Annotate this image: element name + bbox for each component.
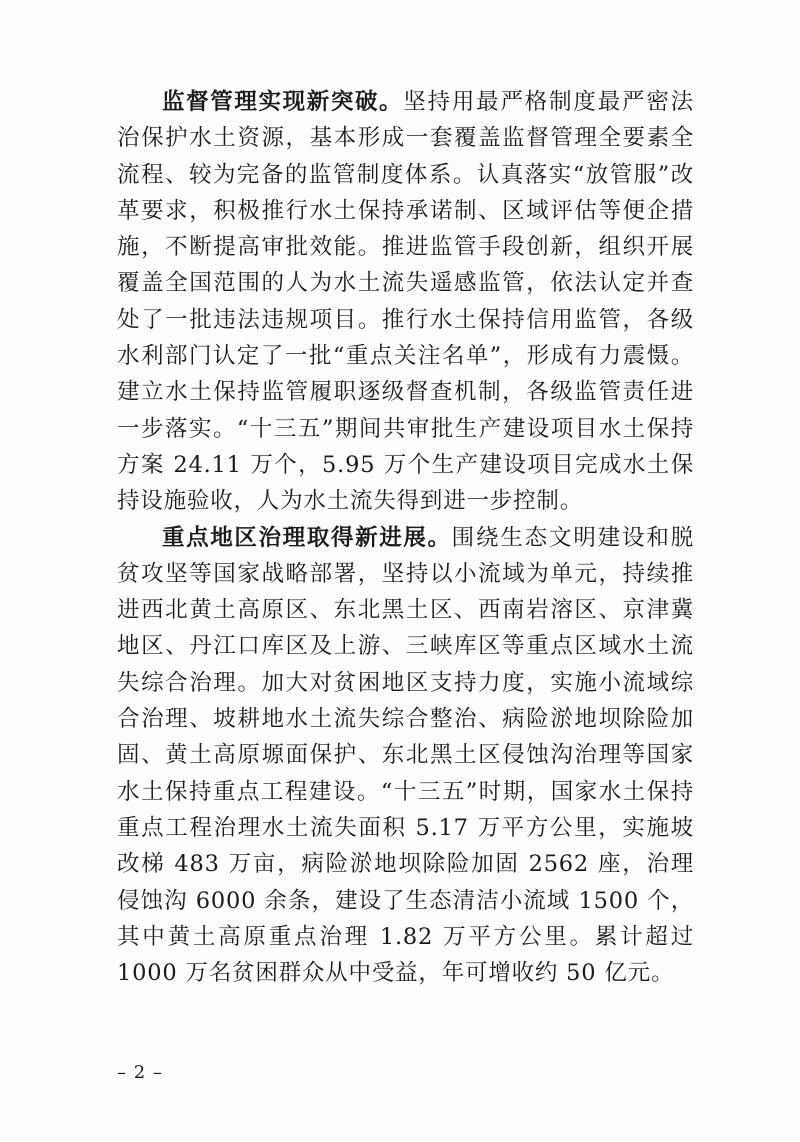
paragraph-lead-heading: 重点地区治理取得新进展。: [162, 524, 452, 551]
paragraph-lead-heading: 监督管理实现新突破。: [162, 89, 404, 115]
paragraph-supervision: [117, 84, 694, 520]
document-body: [117, 84, 694, 991]
page-number: – 2 –: [117, 1062, 163, 1083]
paragraph-key-regions: [117, 520, 694, 992]
paragraph-body-text: 围绕生态文明建设和脱贫攻坚等国家战略部署，坚持以小流域为单元，持续推进西北黄土高原区、东北黑土区、西南岩溶区、京津冀地区、丹江口库区及上游、三峡库区等重点区域水土流失综合治理。加大对贫困地区支持力度，实施小流域综合治理、坡耕地水土流失综合整治、病险淤地坝除险加固、黄土高原塬面保护、东北黑土区侵蚀沟治理等国家水土保持重点工程建设。“十三五”时期，国家水土保持重点工程治理水土流失面积 5.17 万平方公里，实施坡改梯 483 万亩，病险淤地坝除险加固 2562 座，治理侵蚀沟 6000 余条，建设了生态清洁小流域 1500 个，其中黄土高原重点治理 1.82 万平方公里。累计超过 1000 万名贫困群众从中受益，年可增收约 50 亿元。: [117, 524, 694, 987]
paragraph-body-text: 坚持用最严格制度最严密法治保护水土资源，基本形成一套覆盖监督管理全要素全流程、较为完备的监管制度体系。认真落实“放管服”改革要求，积极推行水土保持承诺制、区域评估等便企措施，不断提高审批效能。推进监管手段创新，组织开展覆盖全国范围的人为水土流失遥感监管，依法认定并查处了一批违法违规项目。推行水土保持信用监管，各级水利部门认定了一批“重点关注名单”，形成有力震慑。建立水土保持监管履职逐级督查机制，各级监管责任进一步落实。“十三五”期间共审批生产建设项目水土保持方案 24.11 万个，5.95 万个生产建设项目完成水土保持设施验收，人为水土流失得到进一步控制。: [117, 89, 694, 515]
